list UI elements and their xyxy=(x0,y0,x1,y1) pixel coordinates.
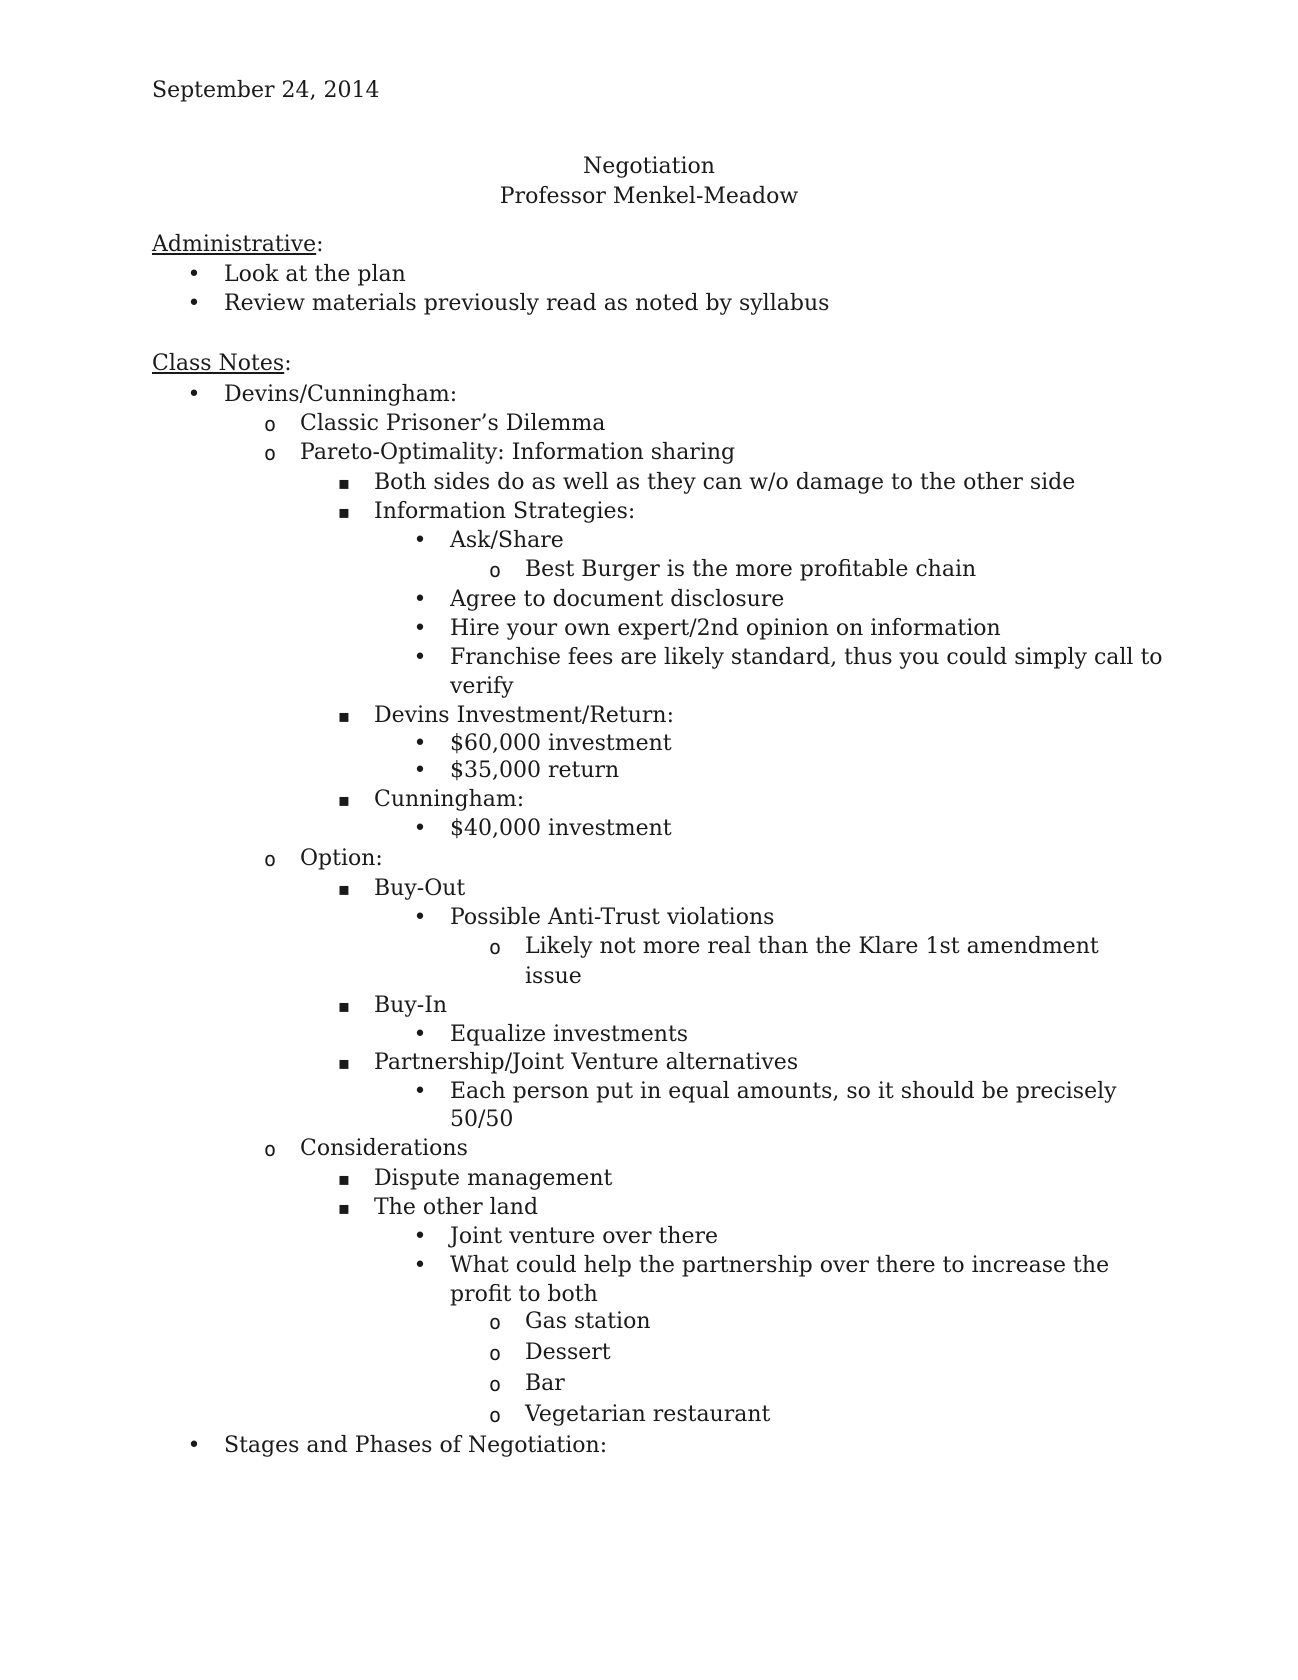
bullet-square-icon xyxy=(334,874,354,905)
bullet-disc-icon xyxy=(410,903,430,933)
bullet-square-icon xyxy=(334,1193,354,1224)
bullet-disc-icon xyxy=(410,814,430,844)
bullet-disc-icon xyxy=(410,643,430,673)
bullet-disc-icon xyxy=(184,289,204,319)
bullet-disc-icon xyxy=(410,585,430,615)
bullet-circle-icon xyxy=(485,1369,505,1400)
bullet-circle-icon xyxy=(485,932,505,963)
bullet-circle-icon xyxy=(485,1400,505,1431)
bullet-square-icon xyxy=(334,1164,354,1195)
document-subtitle: Professor Menkel-Meadow xyxy=(499,184,799,209)
bullet-square-icon xyxy=(334,991,354,1022)
bullet-circle-icon xyxy=(260,409,280,440)
bullet-square-icon xyxy=(334,785,354,816)
document-date: September 24, 2014 xyxy=(152,78,380,103)
bullet-square-icon xyxy=(334,468,354,499)
bullet-disc-icon xyxy=(410,1020,430,1050)
bullet-circle-icon xyxy=(485,555,505,586)
bullet-disc-icon xyxy=(410,614,430,644)
bullet-circle-icon xyxy=(485,1307,505,1338)
class-notes-heading: Class Notes: xyxy=(152,351,292,376)
bullet-square-icon xyxy=(334,1048,354,1079)
bullet-circle-icon xyxy=(260,1134,280,1165)
bullet-disc-icon xyxy=(410,1222,430,1252)
bullet-disc-icon xyxy=(184,260,204,290)
bullet-disc-icon xyxy=(410,526,430,556)
bullet-disc-icon xyxy=(410,729,430,759)
bullet-disc-icon xyxy=(410,1077,430,1107)
bullet-disc-icon xyxy=(184,1431,204,1461)
bullet-disc-icon xyxy=(410,1251,430,1281)
bullet-circle-icon xyxy=(260,844,280,875)
bullet-disc-icon xyxy=(184,380,204,410)
document-title: Negotiation xyxy=(583,154,715,179)
bullet-circle-icon xyxy=(260,438,280,469)
bullet-square-icon xyxy=(334,497,354,528)
bullet-disc-icon xyxy=(410,756,430,786)
title-block xyxy=(0,152,1298,212)
administrative-heading: Administrative: xyxy=(152,232,324,257)
bullet-square-icon xyxy=(334,701,354,732)
bullet-circle-icon xyxy=(485,1338,505,1369)
document-page: September 24, 2014 Negotiation Professor Menkel-Meadow Administrative: • Look at the plan • Review materials previously read as noted by syllabus Class Notes: • Devins/Cunningham: o Classic Prisoner’s Dilemma o Pareto-Optimality: Information sharing ▪ Both sides do as well as they can w/o damage to the other side ▪ Information Strategies: • Ask/Share o Best Burger is the more profitable chain • Agree to document disclosure • Hire your own expert/2nd opinion on information • Franchise fees are likely standard, thus you could simply call to verify ▪ Devins Investment/Return: • $60,000 investment • $35,000 return ▪ Cunningham: • $40,000 investment o Option: ▪ Buy-Out • Possible Anti-Trust violations o Likely not more real than the Klare 1st amendment issue ▪ Buy-In • Equalize investments ▪ Partnership/Joint Venture alternatives • Each person put in equal amounts, so it should be precisely 50/50 o Considerations ▪ Dispute management ▪ The other land • Joint venture over there • What could help the partnership over there to increase the profit to both o Gas station o Dessert o Bar o Vegetarian restaurant • Stages and Phases of Negotiation: xyxy=(0,0,1298,1680)
